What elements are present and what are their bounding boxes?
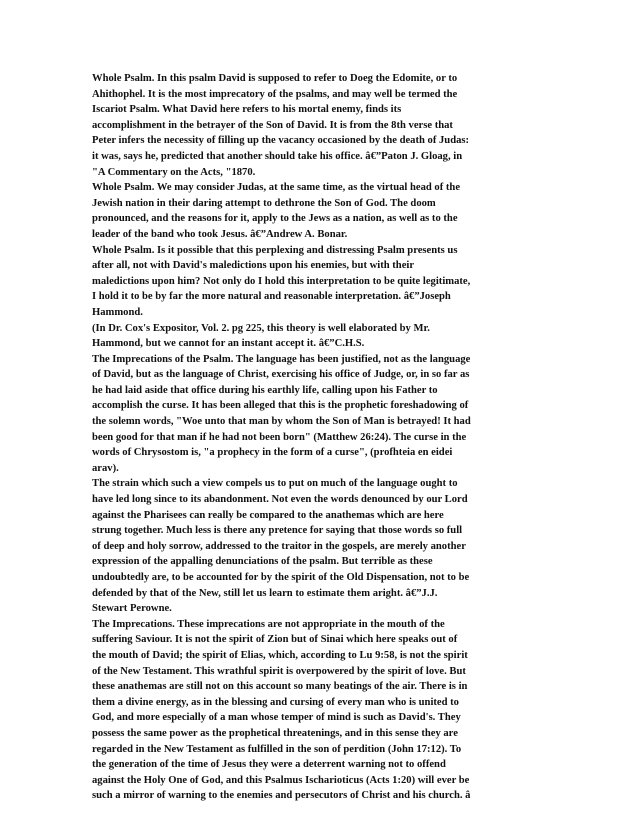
text-line: "A Commentary on the Acts, "1870. [92,166,256,178]
text-line: Stewart Perowne. [92,603,172,615]
text-line: The Imprecations. These imprecations are not appropriate in the mouth of the [92,618,445,630]
text-line: suffering Saviour. It is not the spirit of Zion but of Sinai which here speaks out of [92,634,458,646]
text-line: accomplishment in the betrayer of the Son of David. It is from the 8th verse that [92,119,453,131]
text-line: Whole Psalm. We may consider Judas, at the same time, as the virtual head of the [92,182,461,194]
text-line: strung together. Much less is there any pretence for saying that those words so full [92,525,463,537]
text-line: The Imprecations of the Psalm. The language has been justified, not as the language [92,353,471,365]
text-line: God, and more especially of a man whose temper of mind is such as David's. They [92,712,461,724]
text-line: after all, not with David's maledictions upon his enemies, but with their [92,260,415,272]
text-line: words of Chrysostom is, "a prophecy in the form of a curse", (profhteia en eidei [92,447,453,459]
text-line: undoubtedly are, to be accounted for by the spirit of the Old Dispensation, not to be [92,572,470,583]
text-line: Peter infers the necessity of filling up the vacancy occasioned by the death of Judas: [92,135,470,147]
text-line: Whole Psalm. In this psalm David is supposed to refer to Doeg the Edomite, or to [92,73,458,84]
text-line: Hammond, but we cannot for an instant accept it. â€”C.H.S. [92,338,365,350]
text-line: against the Holy One of God, and this Psalmus Ischarioticus (Acts 1:20) will ever be [92,774,470,786]
text-line: against the Pharisees can really be compared to the anathemas which are here [92,509,444,521]
text-line: of the New Testament. This wrathful spirit is overpowered by the spirit of love. But [92,665,466,677]
text-line: Whole Psalm. Is it possible that this perplexing and distressing Psalm presents us [92,244,458,256]
text-line: possess the same power as the prophetical threatenings, and in this sense they are [92,727,458,739]
text-line: such a mirror of warning to the enemies and persecutors of Christ and his church. â [92,790,471,802]
text-line: these anathemas are still not on this account so many beatings of the air. There is in [92,681,468,693]
text-line: been good for that man if he had not been born" (Matthew 26:24). The curse in the [92,431,467,443]
text-line: the mouth of David; the spirit of Elias, which, according to Lu 9:58, is not the spirit [92,649,468,661]
text-line: have led long since to its abandonment. Not even the words denounced by our Lord [92,494,468,506]
text-line: he had laid aside that office during his earthly life, calling upon his Father to [92,384,438,396]
text-line: the generation of the time of Jesus they were a deterrent warning not to offend [92,759,446,771]
text-line: arav). [92,462,119,474]
text-line: of David, but as the language of Christ, exercising his office of Judge, or, in so far as [92,369,470,381]
text-line: the solemn words, "Woe unto that man by whom the Son of Man is betrayed! It had [92,416,471,428]
text-line: Jewish nation in their daring attempt to dethrone the Son of God. The doom [92,197,436,209]
text-line: (In Dr. Cox's Expositor, Vol. 2. pg 225, this theory is well elaborated by Mr. [92,322,430,334]
text-line: accomplish the curse. It has been alleged that this is the prophetic foreshadowing of [92,400,469,412]
text-line: The strain which such a view compels us to put on much of the language ought to [92,478,458,490]
text-line: Hammond. [92,306,143,318]
text-line: them a divine energy, as in the blessing and cursing of every man who is united to [92,696,459,708]
text-line: I hold it to be by far the more natural and reasonable interpretation. â€”Joseph [92,291,451,303]
text-line: leader of the band who took Jesus. â€”Andrew A. Bonar. [92,228,348,240]
text-line: it was, says he, predicted that another should take his office. â€”Paton J. Gloag, in [92,150,463,162]
text-line: defended by that of the New, still let us learn to estimate them aright. â€”J.J. [92,587,438,599]
text-line: Iscariot Psalm. What David here refers to his mortal enemy, finds its [92,104,402,116]
text-line: expression of the appalling denunciations of the psalm. But terrible as these [92,556,433,568]
text-line: pronounced, and the reasons for it, apply to the Jews as a nation, as well as to the [92,213,458,225]
text-line: maledictions upon him? Not only do I hold this interpretation to be quite legitimate, [92,275,471,287]
text-line: regarded in the New Testament as fulfilled in the son of perdition (John 17:12). To [92,743,462,755]
text-line: of deep and holy sorrow, addressed to the traitor in the gospels, are merely another [92,540,466,552]
document-page [92,71,542,804]
text-line: Ahithophel. It is the most imprecatory of the psalms, and may well be termed the [92,88,458,100]
